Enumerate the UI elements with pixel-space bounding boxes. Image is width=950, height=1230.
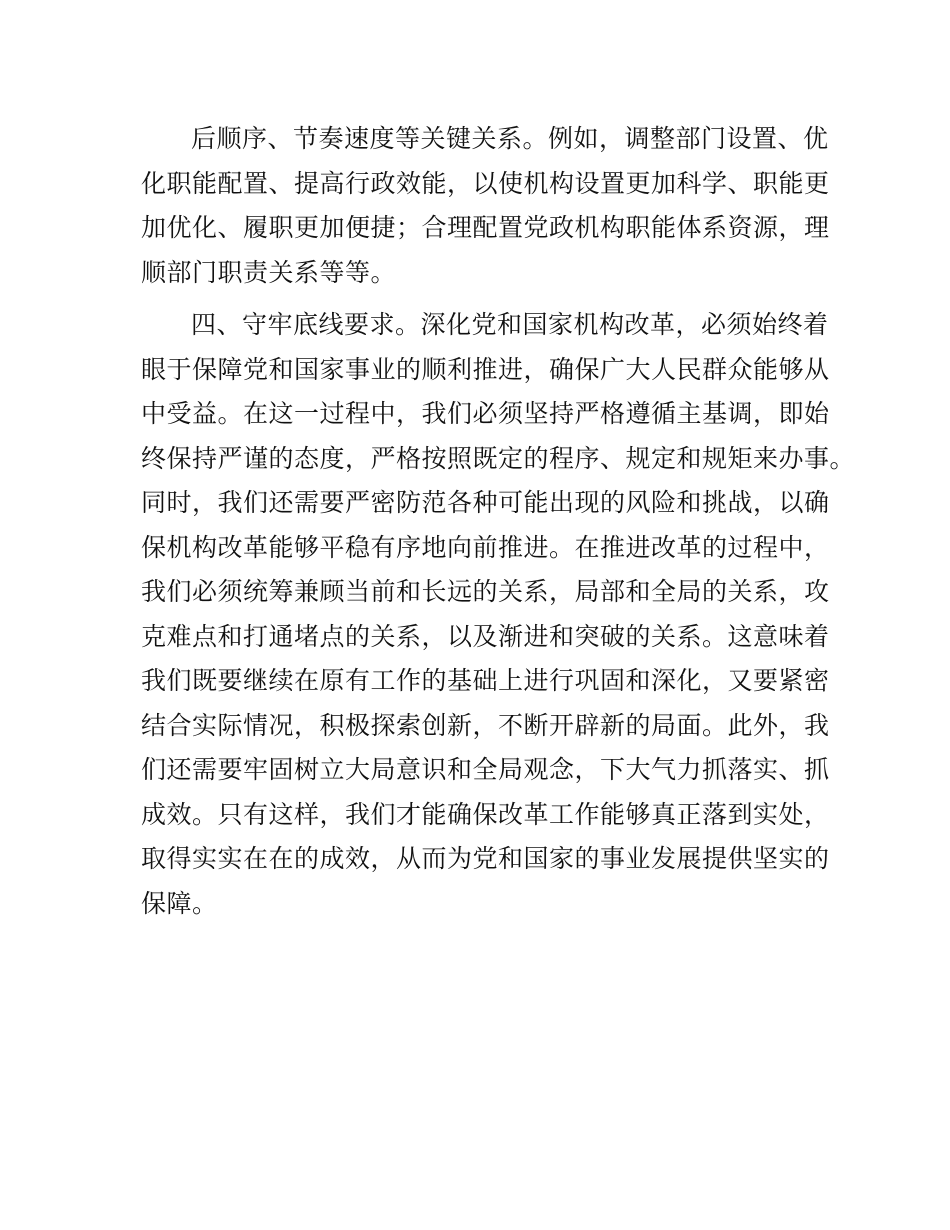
paragraph-line: 加优化、履职更加便捷；合理配置党政机构职能体系资源，理 [141,213,830,242]
paragraph-line: 成效。只有这样，我们才能确保改革工作能够真正落到实处， [141,799,830,829]
paragraph-line: 同时，我们还需要严密防范各种可能出现的风险和挑战，以确 [141,488,830,517]
paragraph-spacer [141,295,821,303]
paragraph-line: 保机构改革能够平稳有序地向前推进。在推进改革的过程中， [141,532,830,562]
paragraph-2 [141,303,856,926]
paragraph-line: 保障。 [141,888,218,918]
paragraph-line: 化职能配置、提高行政效能，以使机构设置更加科学、职能更 [141,168,830,198]
paragraph-line: 克难点和打通堵点的关系，以及渐进和突破的关系。这意味着 [141,621,830,651]
paragraph-line: 我们既要继续在原有工作的基础上进行巩固和深化，又要紧密 [141,666,830,695]
paragraph-line: 终保持严谨的态度，严格按照既定的程序、规定和规矩来办事。 [141,443,856,473]
document-body [141,117,856,926]
paragraph-line: 结合实际情况，积极探索创新，不断开辟新的局面。此外，我 [141,710,830,740]
paragraph-line: 中受益。在这一过程中，我们必须坚持严格遵循主基调，即始 [141,399,830,428]
paragraph-line: 眼于保障党和国家事业的顺利推进，确保广大人民群众能够从 [141,354,830,384]
paragraph-line: 后顺序、节奏速度等关键关系。例如，调整部门设置、优 [191,124,829,153]
paragraph-line: 顺部门职责关系等等。 [141,257,397,287]
paragraph-line: 们还需要牢固树立大局意识和全局观念，下大气力抓落实、抓 [141,755,830,784]
paragraph-line: 四、守牢底线要求。深化党和国家机构改革，必须始终着 [191,310,829,339]
paragraph-line: 我们必须统筹兼顾当前和长远的关系，局部和全局的关系，攻 [141,577,830,606]
paragraph-line: 取得实实在在的成效，从而为党和国家的事业发展提供坚实的 [141,844,830,873]
paragraph-1 [141,117,830,295]
